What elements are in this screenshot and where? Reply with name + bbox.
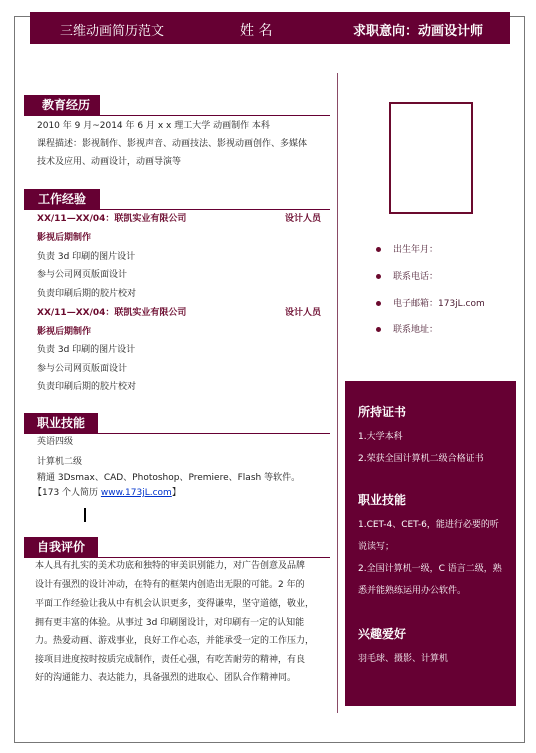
photo-placeholder — [389, 102, 473, 214]
contact-label: 电子邮箱：173jL.com — [393, 299, 485, 309]
self-eval-line: 好的沟通能力、表达能力，具备强烈的进取心、团队合作精神同。 — [35, 673, 297, 683]
hobby-heading: 兴趣爱好 — [358, 627, 407, 641]
resume-template-title: 三维动画简历范文 — [60, 24, 165, 39]
cert-heading: 所持证书 — [358, 405, 407, 419]
column-divider — [337, 73, 338, 713]
bullet-icon — [376, 247, 381, 252]
source-link[interactable]: www.173jL.com — [100, 488, 172, 498]
self-eval-heading: 自我评价 — [24, 537, 98, 557]
bullet-icon — [376, 327, 381, 332]
contact-item-address — [376, 322, 438, 335]
job-duty: 负责 3d 印刷的图片设计 — [37, 345, 136, 355]
contact-label: 联系地址： — [393, 325, 439, 335]
job-department: 影视后期制作 — [37, 327, 92, 337]
contact-label: 联系电话： — [393, 272, 439, 282]
education-line: 技术及应用、动画设计，动画导演等 — [37, 157, 182, 167]
job-duty: 参与公司网页版面设计 — [37, 364, 128, 374]
source-suffix: 】 — [171, 488, 181, 498]
job-period-company: XX/11—XX/04：联凯实业有限公司 — [37, 308, 187, 318]
bullet-icon — [376, 274, 381, 279]
name-title: 姓 名 — [240, 23, 273, 39]
contact-label: 出生年月： — [393, 245, 439, 255]
job-duty: 负责印刷后期的胶片校对 — [37, 289, 137, 299]
header-bar — [30, 12, 510, 44]
self-eval-line: 平面工作经验让我从中有机会认识更多，变得谦卑，坚守道德，敬业， — [35, 599, 315, 609]
contact-item-email — [376, 296, 485, 309]
job-department: 影视后期制作 — [37, 233, 92, 243]
self-eval-line: 力。热爱动画、游戏事业，良好工作心态，并能承受一定的工作压力， — [35, 636, 315, 646]
skill-line: 计算机二级 — [37, 457, 83, 467]
self-eval-line: 拥有更丰富的体验。从事过 3d 印刷图设计，对印刷有一定的认知能 — [35, 618, 305, 628]
sidebar-skill-heading: 职业技能 — [358, 493, 407, 507]
self-eval-line: 设计有强烈的设计冲动，在特有的框架内创造出无限的可能。2 年的 — [35, 580, 305, 590]
self-eval-section-header — [24, 537, 330, 558]
education-line: 课程描述：影视制作、影视声音、动画技法、影视动画创作、多媒体 — [37, 139, 308, 149]
cert-item: 2.荣获全国计算机二级合格证书 — [358, 454, 484, 464]
education-line: 2010 年 9 月~2014 年 6 月 x x 理工大学 动画制作 本科 — [37, 121, 270, 131]
contact-item-phone — [376, 269, 438, 282]
skill-line: 精通 3Dsmax、CAD、Photoshop、Premiere、Flash 等软件。 — [37, 473, 301, 483]
sidebar-skill-line: 说读写； — [358, 542, 395, 552]
sidebar-skill-line: 2.全国计算机一级，C 语言二级，熟 — [358, 564, 502, 574]
text-cursor — [84, 508, 86, 522]
job-objective: 求职意向：动画设计师 — [353, 24, 484, 39]
self-eval-line: 接项目进度按时按质完成制作，责任心强，有吃苦耐劳的精神，有良 — [35, 655, 306, 665]
skills-heading: 职业技能 — [24, 413, 98, 433]
cert-item: 1.大学本科 — [358, 432, 403, 442]
bullet-icon — [376, 301, 381, 306]
education-section-header — [24, 95, 330, 116]
source-note — [33, 487, 181, 499]
self-eval-line: 本人具有扎实的美术功底和独特的审美识别能力，对广告创意及品牌 — [35, 561, 306, 571]
job-period-company: XX/11—XX/04：联凯实业有限公司 — [37, 214, 187, 224]
work-heading: 工作经验 — [24, 189, 100, 209]
hobby-text: 羽毛球、摄影、计算机 — [358, 654, 449, 664]
job-position: 设计人员 — [285, 308, 322, 318]
contact-item-birth — [376, 242, 438, 255]
job-duty: 参与公司网页版面设计 — [37, 270, 128, 280]
sidebar-skill-line: 1.CET-4、CET-6，能进行必要的听 — [358, 520, 499, 530]
skill-line: 英语四级 — [37, 437, 74, 447]
sidebar-skill-line: 悉并能熟练运用办公软件。 — [358, 586, 467, 596]
skills-section-header — [24, 413, 330, 434]
source-prefix: 【173 个人简历 — [33, 488, 101, 498]
job-duty: 负责印刷后期的胶片校对 — [37, 382, 137, 392]
job-position: 设计人员 — [285, 214, 322, 224]
sidebar-panel — [345, 381, 516, 706]
job-duty: 负责 3d 印刷的图片设计 — [37, 252, 136, 262]
work-section-header — [24, 189, 330, 210]
education-heading: 教育经历 — [24, 95, 100, 115]
